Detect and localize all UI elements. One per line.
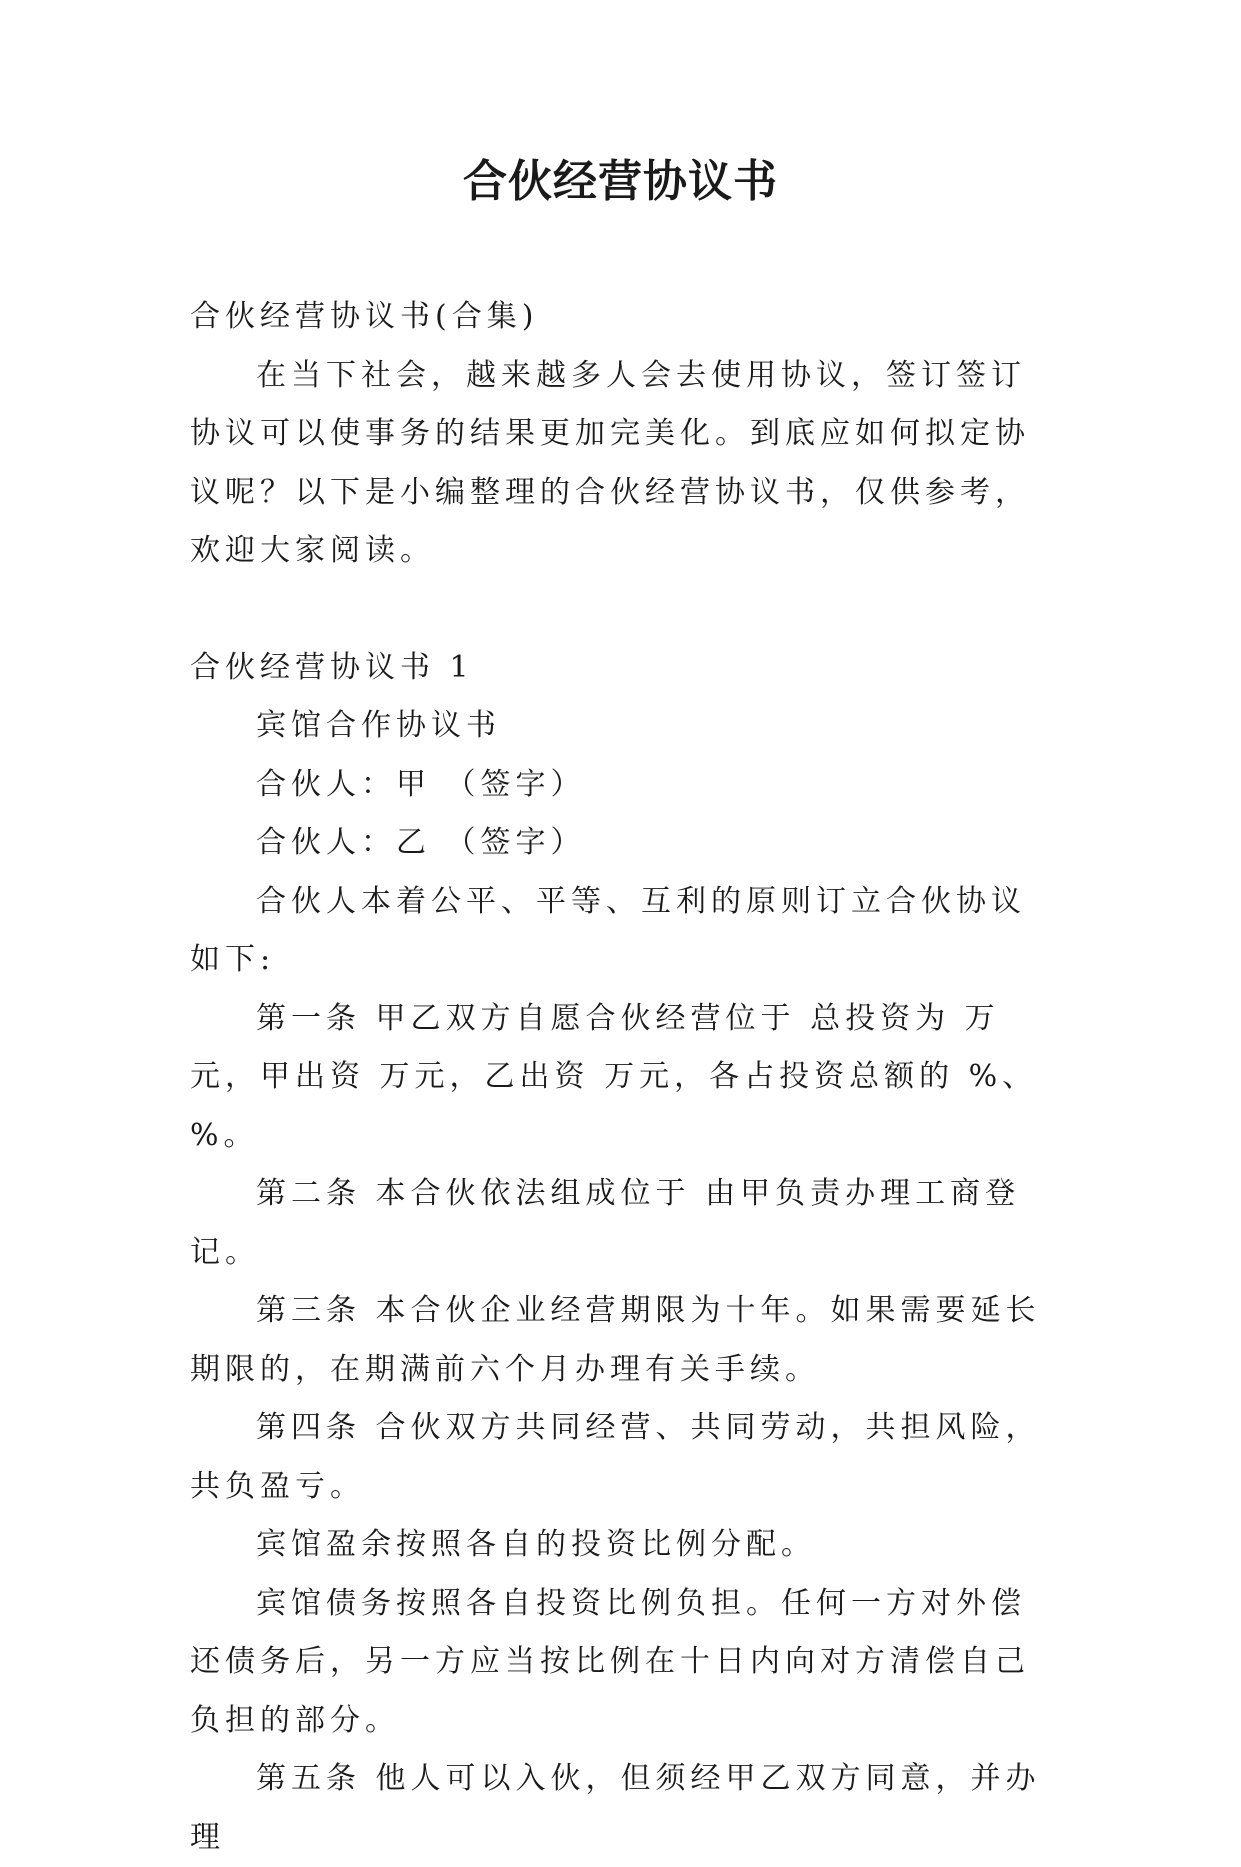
section-heading: 合伙经营协议书 1: [190, 649, 474, 685]
intro-paragraph: 在当下社会，越来越多人会去使用协议，签订签订协议可以使事务的结果更加完美化。到底应如何拟定协议呢？以下是小编整理的合伙经营协议书，仅供参考，欢迎大家阅读。: [190, 357, 1030, 568]
debt-clause: 宾馆债务按照各自投资比例负担。任何一方对外偿还债务后，另一方应当按比例在十日内向对方清偿自己负担的部分。: [190, 1585, 1030, 1738]
article-4: 第四条 合伙双方共同经营、共同劳动，共担风险，共负盈亏。: [190, 1410, 1041, 1504]
article-2: 第二条 本合伙依法组成位于 由甲负责办理工商登记。: [190, 1176, 1021, 1270]
article-3: 第三条 本合伙企业经营期限为十年。如果需要延长期限的，在期满前六个月办理有关手续。: [190, 1293, 1041, 1387]
partner-a-line: 合伙人：甲 （签字）: [256, 766, 586, 802]
agreement-title: 宾馆合作协议书: [256, 708, 501, 743]
profit-clause: 宾馆盈余按照各自的投资比例分配。: [256, 1527, 816, 1562]
preamble-paragraph: 合伙人本着公平、平等、互利的原则订立合伙协议如下:: [190, 883, 1026, 977]
document-body: [190, 288, 1052, 1867]
partner-b-line: 合伙人：乙 （签字）: [256, 825, 586, 860]
document-title: 合伙经营协议书: [463, 156, 778, 207]
paragraph-spacer: [190, 581, 1052, 639]
article-1: 第一条 甲乙双方自愿合伙经营位于 总投资为 万元，甲出资 万元，乙出资 万元，各占投资总额的 %、 %。: [190, 1000, 1038, 1153]
document-subtitle: 合伙经营协议书(合集): [190, 299, 539, 334]
article-5: 第五条 他人可以入伙，但须经甲乙双方同意，并办理: [190, 1761, 1041, 1855]
